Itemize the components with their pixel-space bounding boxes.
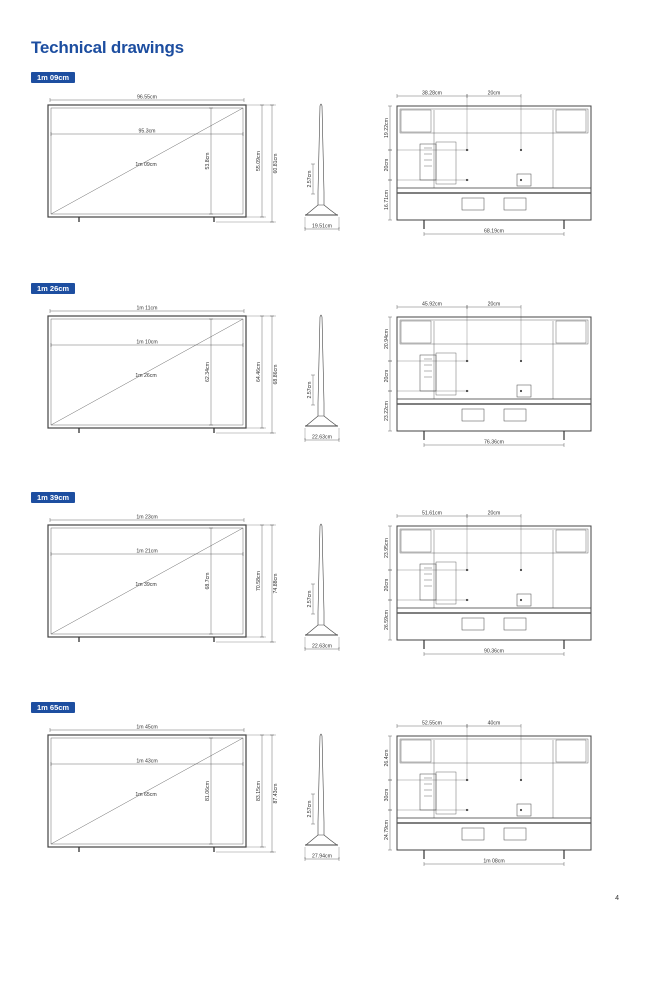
rear-lower-dim-label: 23.22cm [384, 401, 391, 421]
stand-plate-left [462, 198, 484, 210]
stand-plate-right [504, 409, 526, 421]
rear-top-panel [400, 320, 588, 344]
rear-offset-dim-label: 51.61cm [422, 510, 442, 517]
rear-upper-dim-label: 20.94cm [384, 329, 391, 349]
front-view [48, 724, 279, 852]
rear-top-panel [400, 109, 588, 133]
stand-plate-right [504, 618, 526, 630]
stand-plate-left [462, 828, 484, 840]
rear-gap-dim-label: 40cm [487, 720, 501, 727]
diagonal-line [51, 738, 243, 844]
rear-offset-dim-label: 45.92cm [422, 301, 442, 308]
stand-plate-right [504, 828, 526, 840]
side-view [305, 524, 339, 651]
technical-drawing [0, 492, 649, 702]
height-dim-label: 83.15cm [256, 781, 263, 801]
rear-middle-dim-label: 20cm [384, 578, 391, 592]
screen-height-dim-label: 68.7cm [205, 572, 212, 590]
front-view [48, 94, 279, 222]
stand-plate-right [504, 198, 526, 210]
height-stand-dim-label: 87.43cm [273, 783, 279, 804]
drawing-section [0, 492, 649, 702]
drawing-section [0, 283, 649, 493]
rear-port-cover [436, 142, 456, 184]
screen-width-dim-label: 1m 10cm [136, 339, 158, 346]
stand-depth-dim-label: 22.63cm [312, 434, 332, 441]
tv-side-profile [318, 104, 324, 205]
height-stand-dim-label: 60.81cm [273, 153, 279, 174]
rear-stand-width-dim-label: 68.19cm [484, 228, 504, 235]
tv-rear-outline [397, 106, 591, 220]
rear-top-right-block [556, 110, 586, 132]
rear-top-right-block [556, 321, 586, 343]
vesa-hole-4 [520, 599, 522, 601]
vesa-hole-4 [520, 390, 522, 392]
screen-width-dim-label: 95.3cm [138, 128, 156, 135]
rear-top-left-block [401, 321, 431, 343]
screen-height-dim-label: 53.8cm [205, 152, 212, 170]
rear-port-cover [436, 353, 456, 395]
side-depth-dim-label: 2.57cm [307, 590, 314, 608]
diagonal-label: 1m 09cm [135, 162, 157, 168]
size-tag: 1m 65cm [31, 702, 75, 713]
rear-upper-dim-label: 26.4cm [384, 749, 391, 767]
height-dim-label: 55.09cm [256, 151, 263, 171]
front-width-dim-label: 1m 45cm [136, 724, 158, 731]
rear-gap-dim-label: 20cm [487, 510, 501, 517]
rear-lower-dim-label: 24.79cm [384, 820, 391, 840]
rear-view [384, 720, 591, 866]
power-connector [517, 385, 531, 397]
side-view [305, 315, 339, 442]
rear-port-panel [420, 774, 436, 810]
rear-upper-dim-label: 19.22cm [384, 118, 391, 138]
stand-depth-dim-label: 22.63cm [312, 643, 332, 650]
diagonal-label: 1m 39cm [135, 582, 157, 588]
rear-gap-dim-label: 20cm [487, 90, 501, 97]
rear-offset-dim-label: 52.55cm [422, 720, 442, 727]
rear-middle-dim-label: 20cm [384, 369, 391, 383]
tv-rear-outline [397, 526, 591, 640]
tv-rear-outline [397, 736, 591, 850]
height-stand-dim-label: 74.88cm [273, 573, 279, 594]
rear-top-left-block [401, 110, 431, 132]
page-title: Technical drawings [31, 38, 184, 57]
vesa-hole-4 [520, 179, 522, 181]
page-number: 4 [615, 895, 619, 902]
rear-lower-dim-label: 26.59cm [384, 610, 391, 630]
height-dim-label: 64.46cm [256, 362, 263, 382]
technical-drawing [0, 283, 649, 493]
vesa-hole-2 [520, 360, 522, 362]
rear-stand-width-dim-label: 90.36cm [484, 648, 504, 655]
vesa-hole-2 [520, 569, 522, 571]
front-width-dim-label: 1m 11cm [136, 305, 158, 312]
rear-view [384, 510, 591, 656]
tv-rear-outline [397, 317, 591, 431]
rear-top-panel [400, 529, 588, 553]
drawing-section [0, 702, 649, 912]
diagonal-label: 1m 65cm [135, 792, 157, 798]
diagonal-line [51, 108, 243, 214]
side-stand [306, 625, 337, 635]
vesa-hole-2 [520, 779, 522, 781]
side-depth-dim-label: 2.57cm [307, 800, 314, 818]
stand-depth-dim-label: 19.51cm [312, 223, 332, 230]
rear-view [384, 90, 591, 236]
stand-plate-left [462, 409, 484, 421]
diagonal-line [51, 528, 243, 634]
rear-middle-dim-label: 30cm [384, 788, 391, 802]
power-connector [517, 174, 531, 186]
rear-gap-dim-label: 20cm [487, 301, 501, 308]
rear-port-panel [420, 355, 436, 391]
diagonal-line [51, 319, 243, 425]
rear-upper-dim-label: 23.95cm [384, 538, 391, 558]
height-stand-dim-label: 68.86cm [273, 364, 279, 385]
rear-port-cover [436, 772, 456, 814]
vesa-hole-2 [520, 149, 522, 151]
stand-plate-left [462, 618, 484, 630]
tv-side-profile [318, 734, 324, 835]
diagonal-label: 1m 26cm [135, 373, 157, 379]
tv-side-profile [318, 315, 324, 416]
size-tag: 1m 09cm [31, 72, 75, 83]
vesa-hole-4 [520, 809, 522, 811]
power-connector [517, 594, 531, 606]
side-stand [306, 416, 337, 426]
side-depth-dim-label: 2.57cm [307, 170, 314, 188]
rear-offset-dim-label: 38.28cm [422, 90, 442, 97]
side-depth-dim-label: 2.57cm [307, 381, 314, 399]
technical-drawing [0, 702, 649, 912]
rear-stand-width-dim-label: 1m 08cm [483, 858, 505, 865]
screen-height-dim-label: 62.34cm [205, 362, 212, 382]
drawing-section [0, 72, 649, 282]
rear-port-panel [420, 564, 436, 600]
screen-height-dim-label: 81.06cm [205, 781, 212, 801]
rear-port-cover [436, 562, 456, 604]
rear-top-right-block [556, 530, 586, 552]
rear-lower-dim-label: 16.71cm [384, 190, 391, 210]
front-width-dim-label: 96.55cm [137, 94, 157, 101]
front-width-dim-label: 1m 23cm [136, 514, 158, 521]
side-stand [306, 835, 337, 845]
side-view [305, 104, 339, 231]
rear-stand-width-dim-label: 76.36cm [484, 439, 504, 446]
rear-middle-dim-label: 20cm [384, 158, 391, 172]
screen-width-dim-label: 1m 21cm [136, 548, 158, 555]
rear-top-left-block [401, 530, 431, 552]
size-tag: 1m 39cm [31, 492, 75, 503]
tv-side-profile [318, 524, 324, 625]
side-stand [306, 205, 337, 215]
size-tag: 1m 26cm [31, 283, 75, 294]
front-view [48, 305, 279, 433]
screen-width-dim-label: 1m 43cm [136, 758, 158, 765]
stand-depth-dim-label: 27.94cm [312, 853, 332, 860]
height-dim-label: 70.58cm [256, 571, 263, 591]
rear-top-panel [400, 739, 588, 763]
power-connector [517, 804, 531, 816]
technical-drawing [0, 72, 649, 282]
front-view [48, 514, 279, 642]
side-view [305, 734, 339, 861]
rear-top-right-block [556, 740, 586, 762]
rear-view [384, 301, 591, 447]
rear-port-panel [420, 144, 436, 180]
rear-top-left-block [401, 740, 431, 762]
